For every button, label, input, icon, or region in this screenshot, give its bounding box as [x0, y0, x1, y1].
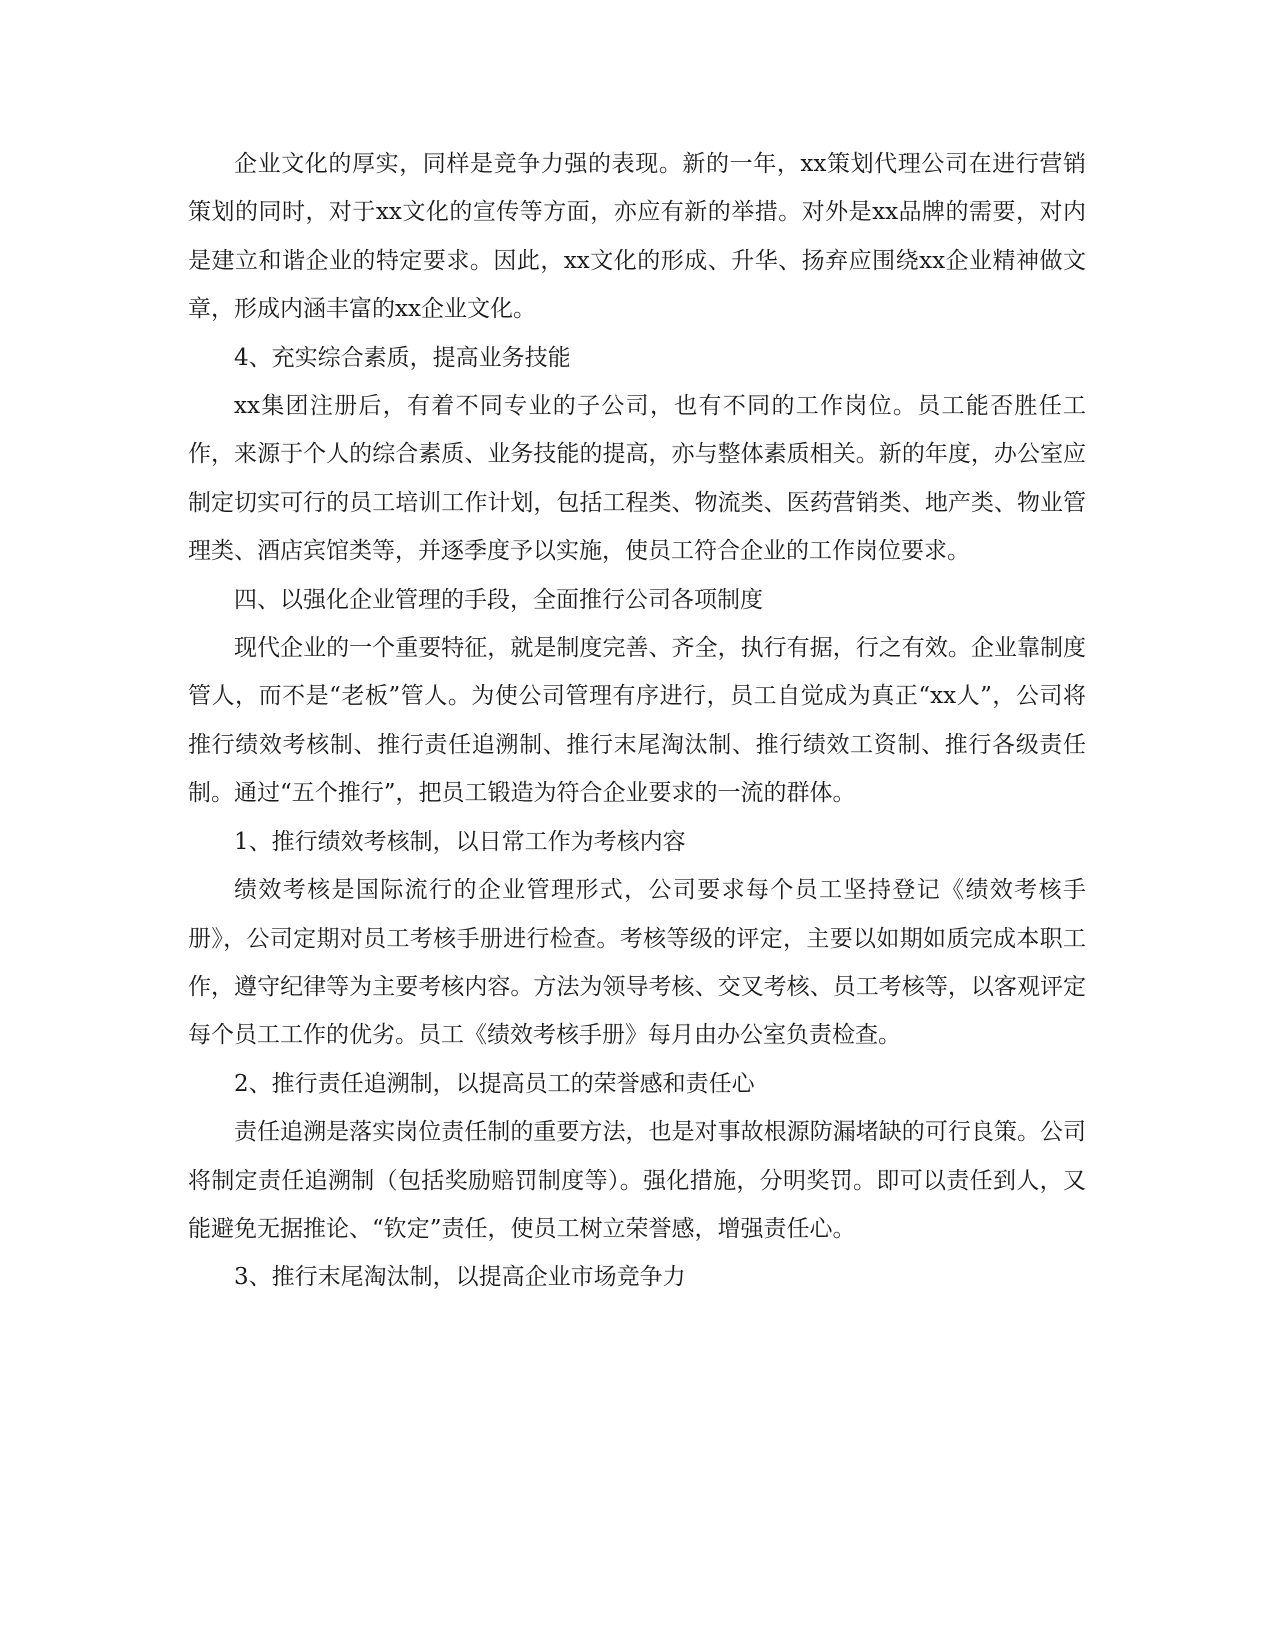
heading-improve-skills: 4、充实综合素质，提高业务技能 [234, 344, 571, 371]
heading-elimination-system: 3、推行末尾淘汰制，以提高企业市场竞争力 [234, 1264, 686, 1291]
heading-responsibility-tracing: 2、推行责任追溯制，以提高员工的荣誉感和责任心 [234, 1070, 755, 1097]
paragraph-staff-training: xx集团注册后，有着不同专业的子公司，也有不同的工作岗位。员工能否胜任工作，来源于个人的综合素质、业务技能的提高，亦与整体素质相关。新的年度，办公室应制定切实可行的员工培训工作计划，包括工程类、物流类、医药营销类、地产类、物业管理类、酒店宾馆类等，并逐季度予以实施，使员工符合企业的工作岗位要求。 [188, 393, 1086, 565]
paragraph-performance-appraisal: 绩效考核是国际流行的企业管理形式，公司要求每个员工坚持登记《绩效考核手册》，公司定期对员工考核手册进行检查。考核等级的评定，主要以如期如质完成本职工作，遵守纪律等为主要考核内容。方法为领导考核、交叉考核、员工考核等，以客观评定每个员工工作的优劣。员工《绩效考核手册》每月由办公室负责检查。 [188, 877, 1086, 1049]
paragraph-modern-enterprise: 现代企业的一个重要特征，就是制度完善、齐全，执行有据，行之有效。企业靠制度管人，而不是“老板”管人。为使公司管理有序进行，员工自觉成为真正“xx人”，公司将推行绩效考核制、推行责任追溯制、推行末尾淘汰制、推行绩效工资制、推行各级责任制。通过“五个推行”，把员工锻造为符合企业要求的一流的群体。 [188, 635, 1086, 807]
heading-performance-appraisal: 1、推行绩效考核制，以日常工作为考核内容 [234, 828, 686, 855]
paragraph-corporate-culture: 企业文化的厚实，同样是竞争力强的表现。新的一年，xx策划代理公司在进行营销策划的同时，对于xx文化的宣传等方面，亦应有新的举措。对外是xx品牌的需要，对内是建立和谐企业的特定要求。因此，xx文化的形成、升华、扬弃应围绕xx企业精神做文章，形成内涵丰富的xx企业文化。 [188, 151, 1086, 323]
heading-management-systems: 四、以强化企业管理的手段，全面推行公司各项制度 [234, 586, 763, 613]
paragraph-responsibility-tracing: 责任追溯是落实岗位责任制的重要方法，也是对事故根源防漏堵缺的可行良策。公司将制定责任追溯制（包括奖励赔罚制度等）。强化措施，分明奖罚。即可以责任到人，又能避免无据推论、“钦定”责任，使员工树立荣誉感，增强责任心。 [188, 1119, 1086, 1242]
document-body [188, 140, 1086, 1302]
